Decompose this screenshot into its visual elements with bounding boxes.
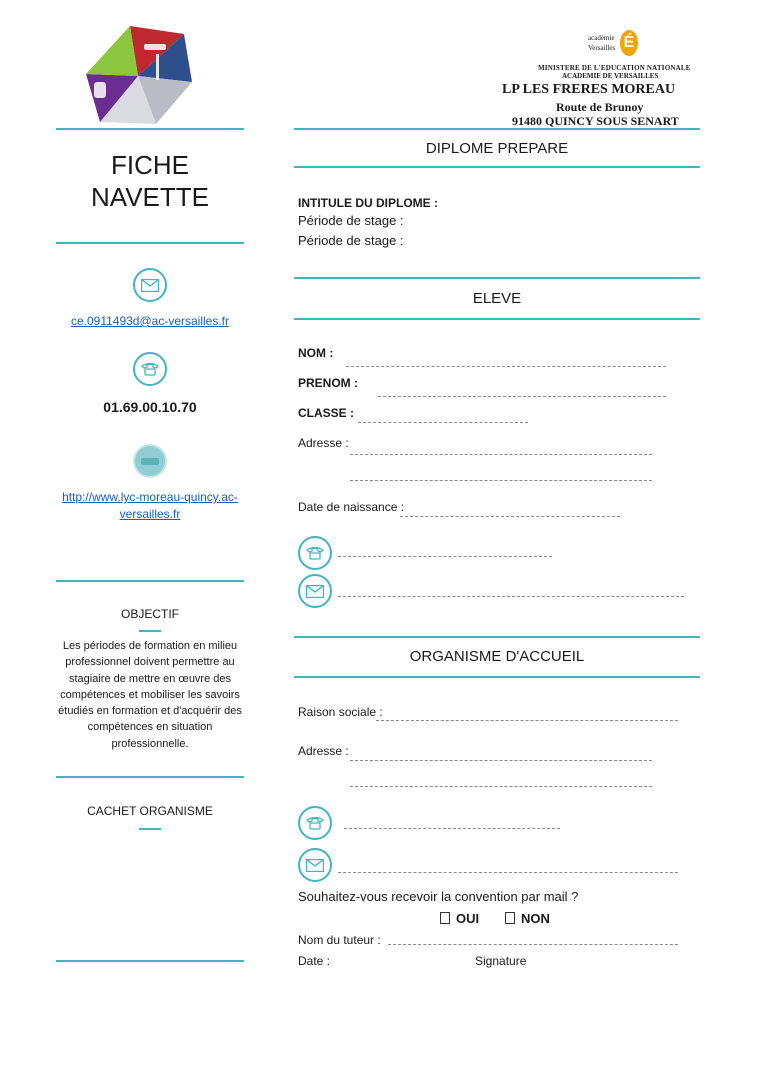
- objectif-text: Les périodes de formation en milieu professionnel doivent permettre au stagiaire de mettre en œuvre des compétences et mobiliser les savoirs étudiés en formation et d'acquérir des compétences en situation professionnelle.: [58, 640, 242, 750]
- section-divider: [294, 277, 700, 279]
- academie-logo: [588, 34, 638, 60]
- email-link[interactable]: ce.0911493d@ac-versailles.fr: [70, 314, 230, 328]
- phone-number: 01.69.00.10.70: [103, 399, 197, 415]
- non-checkbox[interactable]: [505, 912, 515, 924]
- sidebar-divider: [56, 128, 244, 130]
- phone-icon: [133, 352, 167, 386]
- periode-label-2: Période de stage :: [298, 233, 404, 248]
- prenom-field[interactable]: [378, 396, 666, 397]
- sidebar-divider: [56, 776, 244, 778]
- website-link-line1[interactable]: http://www.lyc-moreau-quincy.ac-: [62, 490, 238, 504]
- org-email-field[interactable]: [338, 872, 678, 873]
- organisme-title: ORGANISME D'ACCUEIL: [409, 648, 585, 665]
- academie-label: académie: [588, 34, 615, 42]
- adresse-field-1[interactable]: [350, 454, 652, 455]
- phone-icon: [298, 536, 332, 570]
- raison-sociale-field[interactable]: [376, 720, 678, 721]
- school-logo: [82, 24, 194, 130]
- ministere-text: MINISTERE DE L'EDUCATION NATIONALE: [538, 64, 691, 72]
- adresse-field-2[interactable]: [350, 480, 652, 481]
- website-link-line2[interactable]: versailles.fr: [119, 507, 181, 521]
- diplome-title: DIPLOME PREPARE: [425, 140, 569, 157]
- adresse-label: Adresse :: [298, 436, 349, 450]
- eleve-title: ELEVE: [472, 290, 522, 307]
- nom-label: NOM :: [298, 346, 334, 360]
- eleve-email-field[interactable]: [338, 596, 684, 597]
- email-icon: [133, 268, 167, 302]
- academie-versailles-text: ACADEMIE DE VERSAILLES: [562, 72, 659, 80]
- oui-label: OUI: [456, 911, 480, 926]
- email-icon: [298, 848, 332, 882]
- oui-option[interactable]: [440, 911, 479, 926]
- classe-field[interactable]: [358, 422, 528, 423]
- date-label: Date :: [298, 954, 331, 968]
- classe-label: CLASSE :: [298, 406, 355, 420]
- section-divider: [294, 676, 700, 678]
- cachet-underline: [139, 828, 161, 830]
- raison-sociale-label: Raison sociale :: [298, 705, 383, 719]
- objectif-title: OBJECTIF: [120, 607, 179, 621]
- periode-label-1: Période de stage :: [298, 213, 404, 228]
- fiche-title-line2: NAVETTE: [91, 182, 209, 212]
- org-adresse-field-2[interactable]: [350, 786, 652, 787]
- org-adresse-field-1[interactable]: [350, 760, 652, 761]
- non-option[interactable]: [505, 911, 550, 926]
- convention-question: Souhaitez-vous recevoir la convention par mail ?: [298, 889, 579, 904]
- section-divider: [294, 636, 700, 638]
- section-divider: [294, 318, 700, 320]
- org-adresse-label: Adresse :: [298, 744, 349, 758]
- school-city: 91480 QUINCY SOUS SENART: [512, 114, 679, 128]
- section-divider: [294, 128, 700, 130]
- tuteur-field[interactable]: [388, 944, 678, 945]
- cachet-title: CACHET ORGANISME: [87, 804, 213, 818]
- oui-checkbox[interactable]: [440, 912, 450, 924]
- prenom-label: PRENOM :: [298, 376, 358, 390]
- intitule-label: INTITULE DU DIPLOME :: [298, 196, 438, 210]
- fiche-title-line1: FICHE: [111, 150, 189, 180]
- non-label: NON: [521, 911, 550, 926]
- versailles-label: Versailles: [588, 44, 616, 52]
- school-street: Route de Brunoy: [556, 100, 644, 114]
- school-name: LP LES FRERES MOREAU: [502, 82, 676, 97]
- nom-field[interactable]: [346, 366, 666, 367]
- web-icon: [133, 444, 167, 478]
- objectif-underline: [139, 630, 161, 632]
- sidebar-divider: [56, 580, 244, 582]
- sidebar-divider: [56, 242, 244, 244]
- eleve-phone-field[interactable]: [338, 556, 552, 557]
- sidebar-divider: [56, 960, 244, 962]
- signature-label: Signature: [475, 954, 527, 968]
- section-divider: [294, 166, 700, 168]
- org-phone-field[interactable]: [344, 828, 560, 829]
- email-icon: [298, 574, 332, 608]
- date-naissance-label: Date de naissance :: [298, 500, 405, 514]
- phone-icon: [298, 806, 332, 840]
- date-naissance-field[interactable]: [400, 516, 620, 517]
- academie-e-icon: É: [620, 30, 638, 56]
- tuteur-label: Nom du tuteur :: [298, 933, 381, 947]
